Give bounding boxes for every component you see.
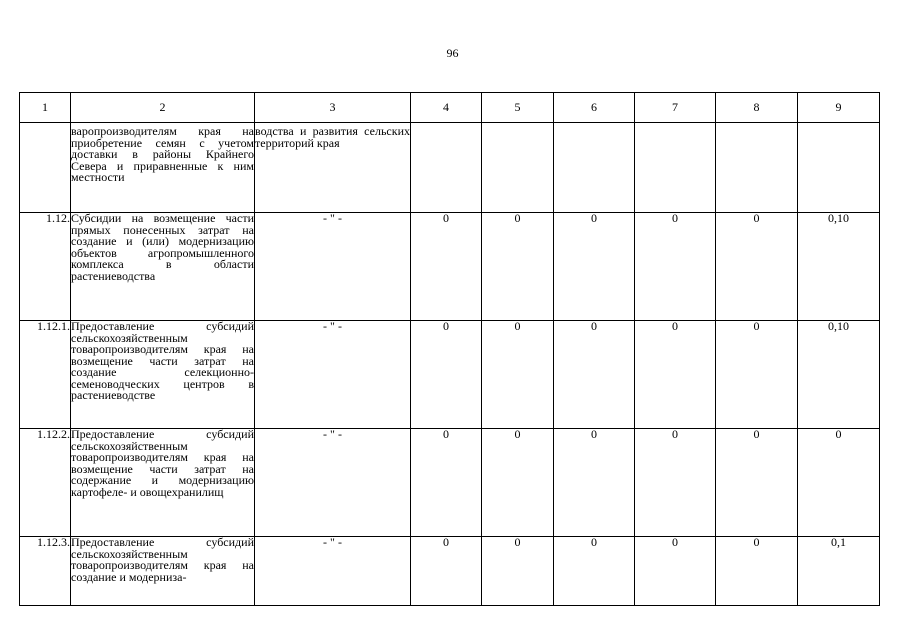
measure-name: варопроизводителям края на приобретение семян с учетом доставки в районы Крайнего Севера и приравненные к ним местности [71, 123, 255, 213]
value-cell: 0 [554, 429, 635, 537]
measure-name: Предоставление субсидий сельскохозяйственным товаропроизводителям края на создание и модерниза- [71, 537, 255, 606]
header-cell-3: 3 [255, 93, 411, 123]
row-number [20, 123, 71, 213]
measure-name: Субсидии на возмещение части прямых понесенных затрат на создание и (или) модернизацию объектов агропромышленного комплекса в области растениеводства [71, 213, 255, 321]
measures-table [19, 92, 880, 606]
value-cell [798, 123, 880, 213]
header-cell-5: 5 [482, 93, 554, 123]
header-cell-7: 7 [635, 93, 716, 123]
executor: - " - [255, 213, 411, 321]
value-cell: 0 [554, 537, 635, 606]
value-cell: 0 [482, 537, 554, 606]
row-number: 1.12.1. [20, 321, 71, 429]
value-cell: 0,10 [798, 213, 880, 321]
table-row [20, 213, 880, 321]
value-cell: 0 [554, 321, 635, 429]
value-cell: 0 [411, 321, 482, 429]
measure-name: Предоставление субсидий сельскохозяйственным товаропроизводителям края на возмещение части затрат на создание селекционно-семеноводческих центров в растениеводстве [71, 321, 255, 429]
page-number: 96 [446, 46, 459, 60]
value-cell: 0 [482, 213, 554, 321]
header-cell-2: 2 [71, 93, 255, 123]
value-cell: 0 [716, 429, 798, 537]
value-cell: 0 [411, 429, 482, 537]
row-number: 1.12.3. [20, 537, 71, 606]
value-cell: 0,1 [798, 537, 880, 606]
table-row [20, 321, 880, 429]
executor: водства и развития сельских территорий края [255, 123, 411, 213]
row-number: 1.12.2. [20, 429, 71, 537]
value-cell [635, 123, 716, 213]
value-cell: 0 [798, 429, 880, 537]
row-number: 1.12. [20, 213, 71, 321]
value-cell [482, 123, 554, 213]
value-cell: 0 [554, 213, 635, 321]
value-cell [554, 123, 635, 213]
value-cell: 0 [411, 537, 482, 606]
header-cell-8: 8 [716, 93, 798, 123]
table-row [20, 429, 880, 537]
value-cell: 0 [716, 537, 798, 606]
value-cell: 0 [635, 429, 716, 537]
header-cell-4: 4 [411, 93, 482, 123]
value-cell: 0 [411, 213, 482, 321]
header-row [20, 93, 880, 123]
table-row [20, 537, 880, 606]
value-cell: 0 [635, 213, 716, 321]
value-cell: 0 [635, 537, 716, 606]
value-cell: 0 [482, 321, 554, 429]
header-cell-1: 1 [20, 93, 71, 123]
value-cell: 0 [482, 429, 554, 537]
table-row [20, 123, 880, 213]
header-cell-6: 6 [554, 93, 635, 123]
value-cell: 0 [635, 321, 716, 429]
value-cell: 0 [716, 321, 798, 429]
executor: - " - [255, 321, 411, 429]
executor: - " - [255, 429, 411, 537]
value-cell: 0,10 [798, 321, 880, 429]
header-cell-9: 9 [798, 93, 880, 123]
value-cell [716, 123, 798, 213]
value-cell [411, 123, 482, 213]
value-cell: 0 [716, 213, 798, 321]
executor: - " - [255, 537, 411, 606]
measure-name: Предоставление субсидий сельскохозяйственным товаропроизводителям края на возмещение части затрат на содержание и модернизацию картофеле- и овощехранилищ [71, 429, 255, 537]
